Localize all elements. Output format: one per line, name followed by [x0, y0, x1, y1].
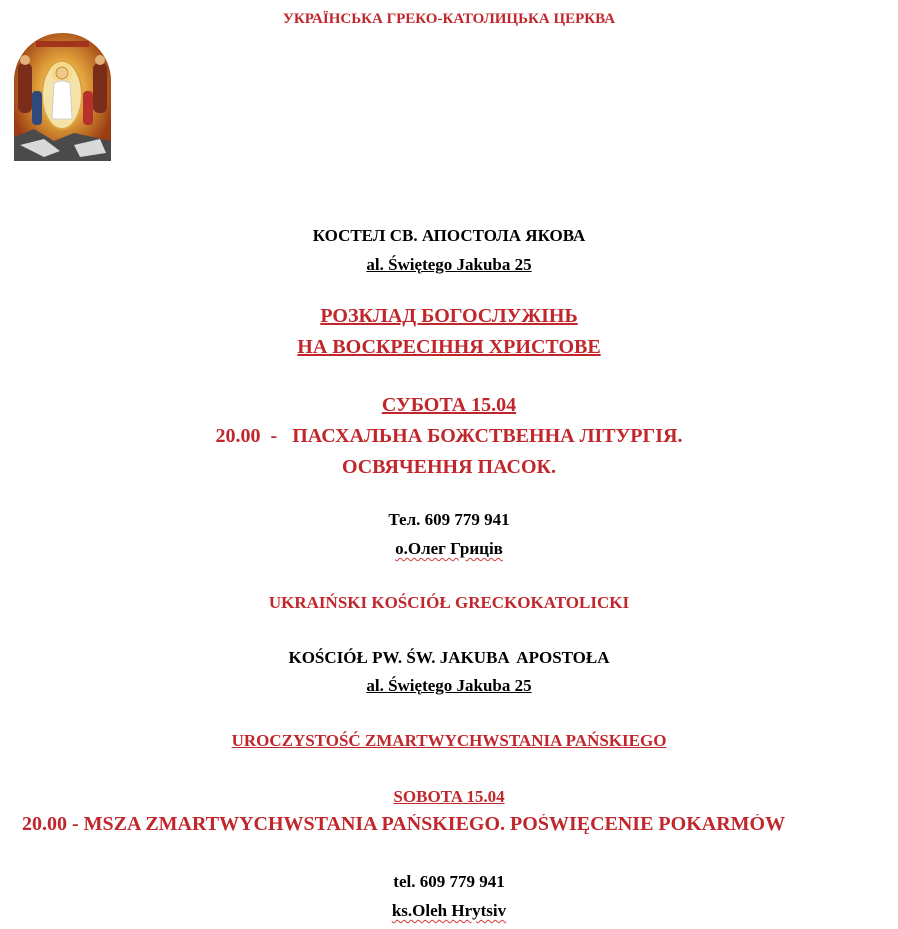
address-ua-text: al. Świętego Jakuba 25: [366, 255, 532, 274]
church-name-ua: КОСТЕЛ СВ. АПОСТОЛА ЯКОВА: [312, 226, 586, 245]
service-pl: 20.00 - MSZA ZMARTWYCHWSTANIA PAŃSKIEGO. POŚWIĘCENIE POKARMÓW: [22, 814, 786, 834]
day-ua-text: СУБОТА 15.04: [381, 394, 517, 416]
priest-pl: [0, 902, 898, 919]
phone-pl: tel. 609 779 941: [393, 872, 505, 891]
address-pl: [0, 677, 898, 694]
schedule-title-line-1: [0, 306, 898, 326]
resurrection-icon: [14, 33, 111, 161]
phone-ua: Тел. 609 779 941: [388, 510, 510, 529]
church-header-ua: УКРАЇНСЬКА ГРЕКО-КАТОЛИЦЬКА ЦЕРКВА: [282, 11, 616, 27]
priest-pl-text: ks.Oleh Hrytsiv: [391, 901, 507, 920]
day-pl-text: SOBOTA 15.04: [393, 787, 505, 806]
priest-ua: [0, 540, 898, 557]
schedule-title-1-text: РОЗКЛАД БОГОСЛУЖІНЬ: [320, 305, 578, 327]
priest-ua-text: о.Олег Гриців: [395, 539, 503, 558]
church-pl: UKRAIŃSKI KOŚCIÓŁ GRECKOKATOLICKI: [268, 593, 630, 612]
schedule-title-line-2: [0, 337, 898, 357]
feast-pl: [0, 732, 898, 749]
day-pl: [0, 788, 898, 805]
service-ua-line-2: ОСВЯЧЕННЯ ПАСОК.: [341, 456, 557, 478]
church-name-pl: KOŚCIÓŁ PW. ŚW. JAKUBA APOSTOŁA: [288, 648, 610, 667]
address-pl-text: al. Świętego Jakuba 25: [366, 676, 532, 695]
address-ua: [0, 256, 898, 273]
schedule-title-2-text: НА ВОСКРЕСІННЯ ХРИСТОВЕ: [297, 336, 601, 358]
service-ua-line-1: 20.00 - ПАСХАЛЬНА БОЖСТВЕННА ЛІТУРГІЯ.: [215, 425, 683, 447]
day-ua: [0, 395, 898, 415]
feast-pl-text: UROCZYSTOŚĆ ZMARTWYCHWSTANIA PAŃSKIEGO: [231, 731, 667, 750]
